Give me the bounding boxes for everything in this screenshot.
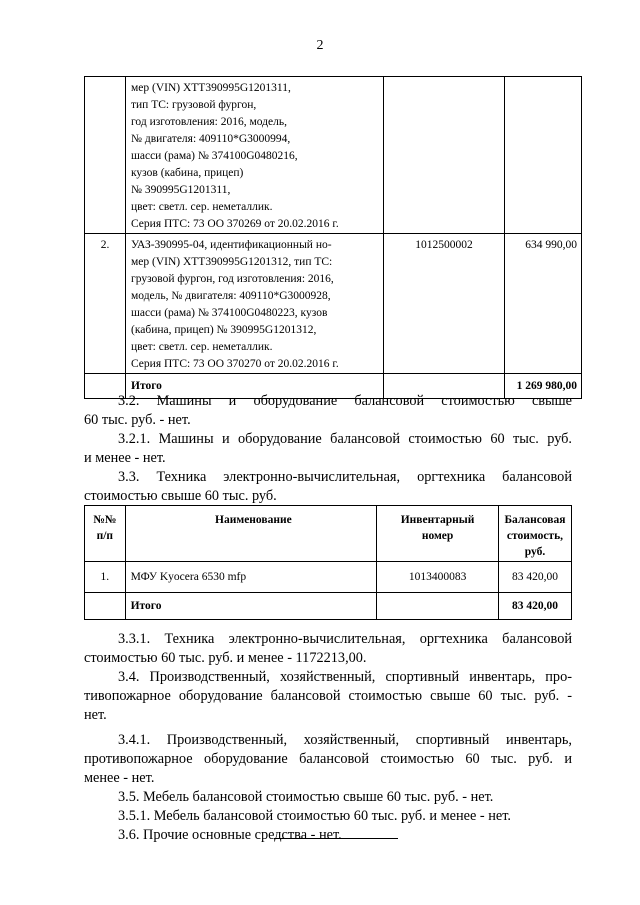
description-line: модель, № двигателя: 409110*G3000928, (131, 290, 331, 302)
total-label: Итого (125, 593, 377, 620)
paragraph-3-5-1: 3.5.1. Мебель балансовой стоимостью 60 тыс. руб. и менее - нет. (118, 808, 511, 824)
header-line: руб. (524, 546, 546, 558)
paragraph-3-2-line1: 3.2. Машины и оборудование балансовой стоимостью свыше (118, 393, 572, 409)
header-line: №№ (93, 514, 117, 526)
description-line: № двигателя: 409110*G3000994, (131, 133, 291, 145)
paragraph-3-4-1-line1: 3.4.1. Производственный, хозяйственный, спортивный инвентарь, (118, 732, 572, 748)
paragraph-3-4-1-line3: менее - нет. (84, 770, 155, 786)
header-balance-value (498, 506, 571, 562)
header-line: Наименование (215, 514, 292, 526)
header-line: стоимость, (506, 530, 564, 542)
paragraph-3-3-line2: стоимостью свыше 60 тыс. руб. (84, 488, 277, 504)
description-line: год изготовления: 2016, модель, (131, 116, 287, 128)
description-line: Серия ПТС: 73 ОО 370269 от 20.02.2016 г. (131, 218, 339, 230)
paragraph-3-3-1-line2: стоимостью 60 тыс. руб. и менее - 1172213,00. (84, 650, 367, 666)
description-line: кузов (кабина, прицеп) (131, 167, 244, 179)
description-line: № 390995G1201311, (131, 184, 231, 196)
total-value: 1 269 980,00 (505, 374, 582, 399)
paragraph-3-6: 3.6. Прочие основные средства - нет. (118, 827, 342, 843)
inventory-cell: 1013400083 (377, 562, 499, 593)
header-line: Инвентарный (400, 514, 475, 526)
value-cell: 634 990,00 (505, 234, 582, 374)
description-line: (кабина, прицеп) № 390995G1201312, (131, 324, 317, 336)
table-row (85, 234, 582, 374)
description-line: УАЗ-390995-04, идентификационный но- (131, 239, 332, 251)
header-number (85, 506, 126, 562)
paragraph-3-3-1-line1: 3.3.1. Техника электронно-вычислительная, оргтехника балансовой (118, 631, 572, 647)
total-row (85, 593, 572, 620)
description-line: цвет: светл. сер. неметаллик. (131, 341, 273, 353)
vehicle-description-cell (126, 234, 384, 374)
value-cell: 83 420,00 (498, 562, 571, 593)
description-line: грузовой фургон, год изготовления: 2016, (131, 273, 334, 285)
row-number-cell: 1. (85, 562, 126, 593)
header-line: п/п (96, 530, 114, 542)
paragraph-3-4-line2: тивопожарное оборудование балансовой стоимостью свыше 60 тыс. руб. - (84, 688, 572, 704)
total-label: Итого (126, 374, 384, 399)
empty-cell (377, 593, 499, 620)
table-header-row (85, 506, 572, 562)
description-line: Серия ПТС: 73 ОО 370270 от 20.02.2016 г. (131, 358, 339, 370)
description-line: шасси (рама) № 374100G0480223, кузов (131, 307, 328, 319)
table-row (85, 77, 582, 234)
header-inventory (377, 506, 499, 562)
table-row (85, 562, 572, 593)
vehicles-table (84, 76, 582, 399)
paragraph-3-4-line3: нет. (84, 707, 107, 723)
paragraph-3-2-1-line2: и менее - нет. (84, 450, 166, 466)
description-line: мер (VIN) XTT390995G1201312, тип ТС: (131, 256, 333, 268)
paragraph-3-2-1-line1: 3.2.1. Машины и оборудование балансовой стоимостью 60 тыс. руб. (118, 431, 572, 447)
description-line: тип ТС: грузовой фургон, (131, 99, 257, 111)
header-line: Балансовая (504, 514, 566, 526)
value-cell (505, 77, 582, 234)
description-line: мер (VIN) XTT390995G1201311, (131, 82, 291, 94)
vehicle-description-cell (126, 77, 384, 234)
page-number: 2 (316, 38, 324, 53)
inventory-cell (384, 77, 505, 234)
header-line: номер (421, 530, 454, 542)
paragraph-3-4-line1: 3.4. Производственный, хозяйственный, спортивный инвентарь, про- (118, 669, 572, 685)
paragraph-3-4-1-line2: противопожарное оборудование балансовой стоимостью 60 тыс. руб. и (84, 751, 572, 767)
footer-divider (274, 838, 398, 839)
row-number-cell (85, 77, 126, 234)
header-name (125, 506, 377, 562)
row-number-cell: 2. (85, 234, 126, 374)
empty-cell (85, 593, 126, 620)
item-name-cell: МФУ Kyocera 6530 mfp (125, 562, 377, 593)
computer-equipment-table (84, 505, 572, 620)
paragraph-3-5: 3.5. Мебель балансовой стоимостью свыше 60 тыс. руб. - нет. (118, 789, 494, 805)
total-value: 83 420,00 (498, 593, 571, 620)
inventory-cell: 1012500002 (384, 234, 505, 374)
description-line: цвет: светл. сер. неметаллик. (131, 201, 273, 213)
paragraph-3-3-line1: 3.3. Техника электронно-вычислительная, оргтехника балансовой (118, 469, 572, 485)
description-line: шасси (рама) № 374100G0480216, (131, 150, 298, 162)
paragraph-3-2-line2: 60 тыс. руб. - нет. (84, 412, 191, 428)
